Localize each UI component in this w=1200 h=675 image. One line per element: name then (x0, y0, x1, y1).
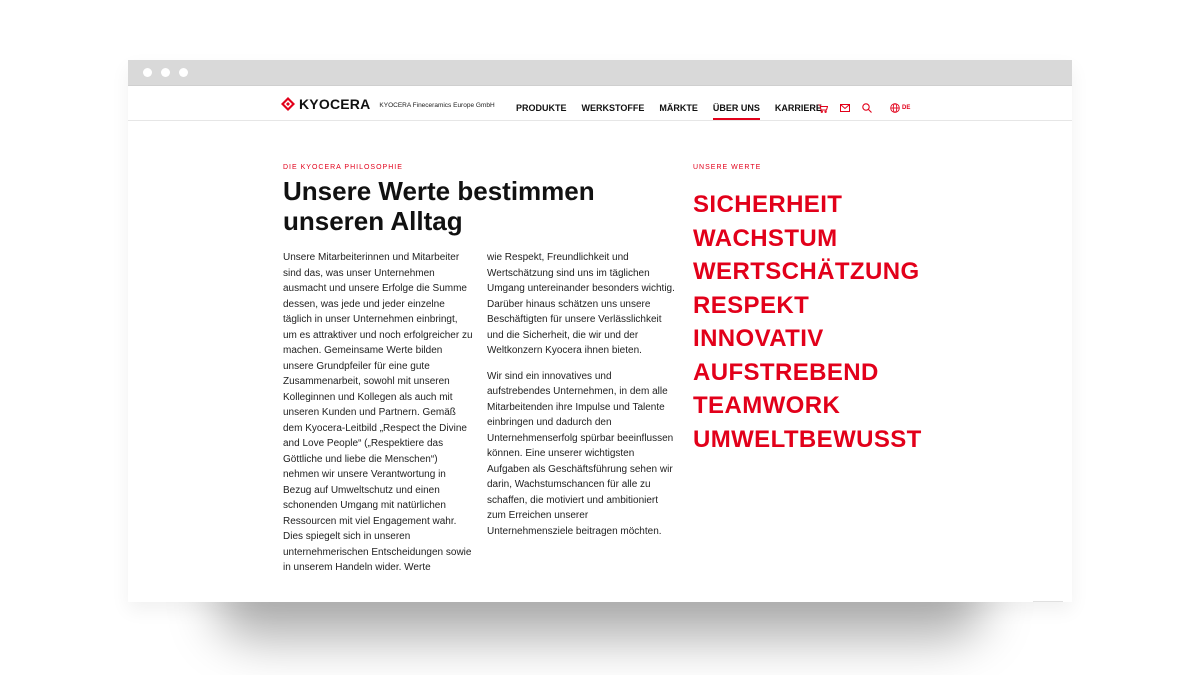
value-item: UMWELTBEWUSST (693, 425, 922, 453)
cart-icon[interactable] (818, 104, 828, 113)
kyocera-logo[interactable] (281, 96, 495, 112)
browser-window (128, 60, 1072, 602)
search-icon[interactable] (862, 103, 872, 113)
value-item: AUFSTREBEND (693, 358, 879, 386)
values-list (693, 188, 922, 456)
browser-title-bar (128, 60, 1072, 86)
language-label: DE (902, 105, 911, 111)
window-dot-close[interactable] (143, 68, 152, 77)
value-item: WERTSCHÄTZUNG (693, 258, 920, 285)
language-switcher[interactable] (890, 103, 910, 113)
text-column-2 (487, 250, 677, 549)
philosophy-eyebrow: DIE KYOCERA PHILOSOPHIE (283, 164, 403, 171)
header-icons (818, 103, 922, 113)
site-header (128, 86, 1072, 121)
value-item: INNOVATIV (693, 325, 824, 352)
window-dot-minimize[interactable] (161, 68, 170, 77)
page-title: Unsere Werte bestimmen unseren Alltag (283, 176, 595, 236)
paragraph: Unsere Mitarbeiterinnen und Mitarbeiter sind das, was unser Unternehmen ausmacht und unsere Erfolge die Summe dessen, was jede und jeder einzelne täglich in unser Unternehmen einbringt, um es attraktiver und noch erfolgreicher zu machen. Gemeinsame Werte bilden unsere Grundpfeiler für eine gute Zusammenarbeit, sowohl mit unseren Kolleginnen und Kollegen als auch mit unseren Kunden und Partnern. Gemäß dem Kyocera-Leitbild „Respect the Divine and Love People“ („Respektiere das Göttliche und liebe die Menschen“) nehmen wir unsere Verantwortung in Bezug auf Umweltschutz und einen schonenden Umgang mit natürlichen Ressourcen mit viel Engagement wahr. Dies spiegelt sich in unseren unternehmerischen Entscheidungen sowie in unserem Handeln wider. Werte (283, 252, 473, 573)
nav-item-maerkte[interactable]: MÄRKTE (659, 103, 698, 113)
main-nav (516, 103, 837, 113)
value-item: RESPEKT (693, 291, 810, 319)
paragraph: wie Respekt, Freundlichkeit und Wertschätzung sind uns im täglichen Umgang untereinander besonders wichtig. Darüber hinaus schätzen uns unsere Beschäftigten für unsere Verlässlichkeit und die Sicherheit, die wir und der Weltkonzern Kyocera ihnen bieten. (487, 252, 675, 356)
globe-icon (890, 103, 900, 113)
paragraph: Wir sind ein innovatives und aufstrebendes Unternehmen, in dem alle Mitarbeitenden ihre Impulse und Talente einbringen und dadurch den Unternehmenserfolg spürbar beeinflussen können. Eine unserer wichtigsten Aufgaben als Geschäftsführung sehen wir darin, Wachstumschancen für alle zu schaffen, die motiviert und ambitioniert zum Erreichen unserer Unternehmensziele beitragen möchten. (487, 370, 674, 537)
nav-item-werkstoffe[interactable]: WERKSTOFFE (581, 103, 645, 113)
value-item: TEAMWORK (693, 392, 841, 419)
value-item: WACHSTUM (693, 224, 838, 252)
logo-wordmark: KYOCERA (299, 96, 371, 112)
kyocera-logo-mark-icon (281, 97, 295, 111)
nav-item-produkte[interactable]: PRODUKTE (516, 103, 567, 113)
window-dot-maximize[interactable] (179, 68, 188, 77)
nav-item-ueber-uns[interactable]: ÜBER UNS (712, 103, 760, 113)
values-eyebrow: UNSERE WERTE (693, 164, 762, 171)
company-name: KYOCERA Fineceramics Europe GmbH (379, 101, 495, 109)
value-item: SICHERHEIT (693, 191, 843, 218)
text-column-1 (283, 250, 473, 586)
nav-item-karriere[interactable]: KARRIERE (774, 103, 822, 113)
divider (1033, 601, 1063, 602)
mail-icon[interactable] (840, 104, 850, 112)
